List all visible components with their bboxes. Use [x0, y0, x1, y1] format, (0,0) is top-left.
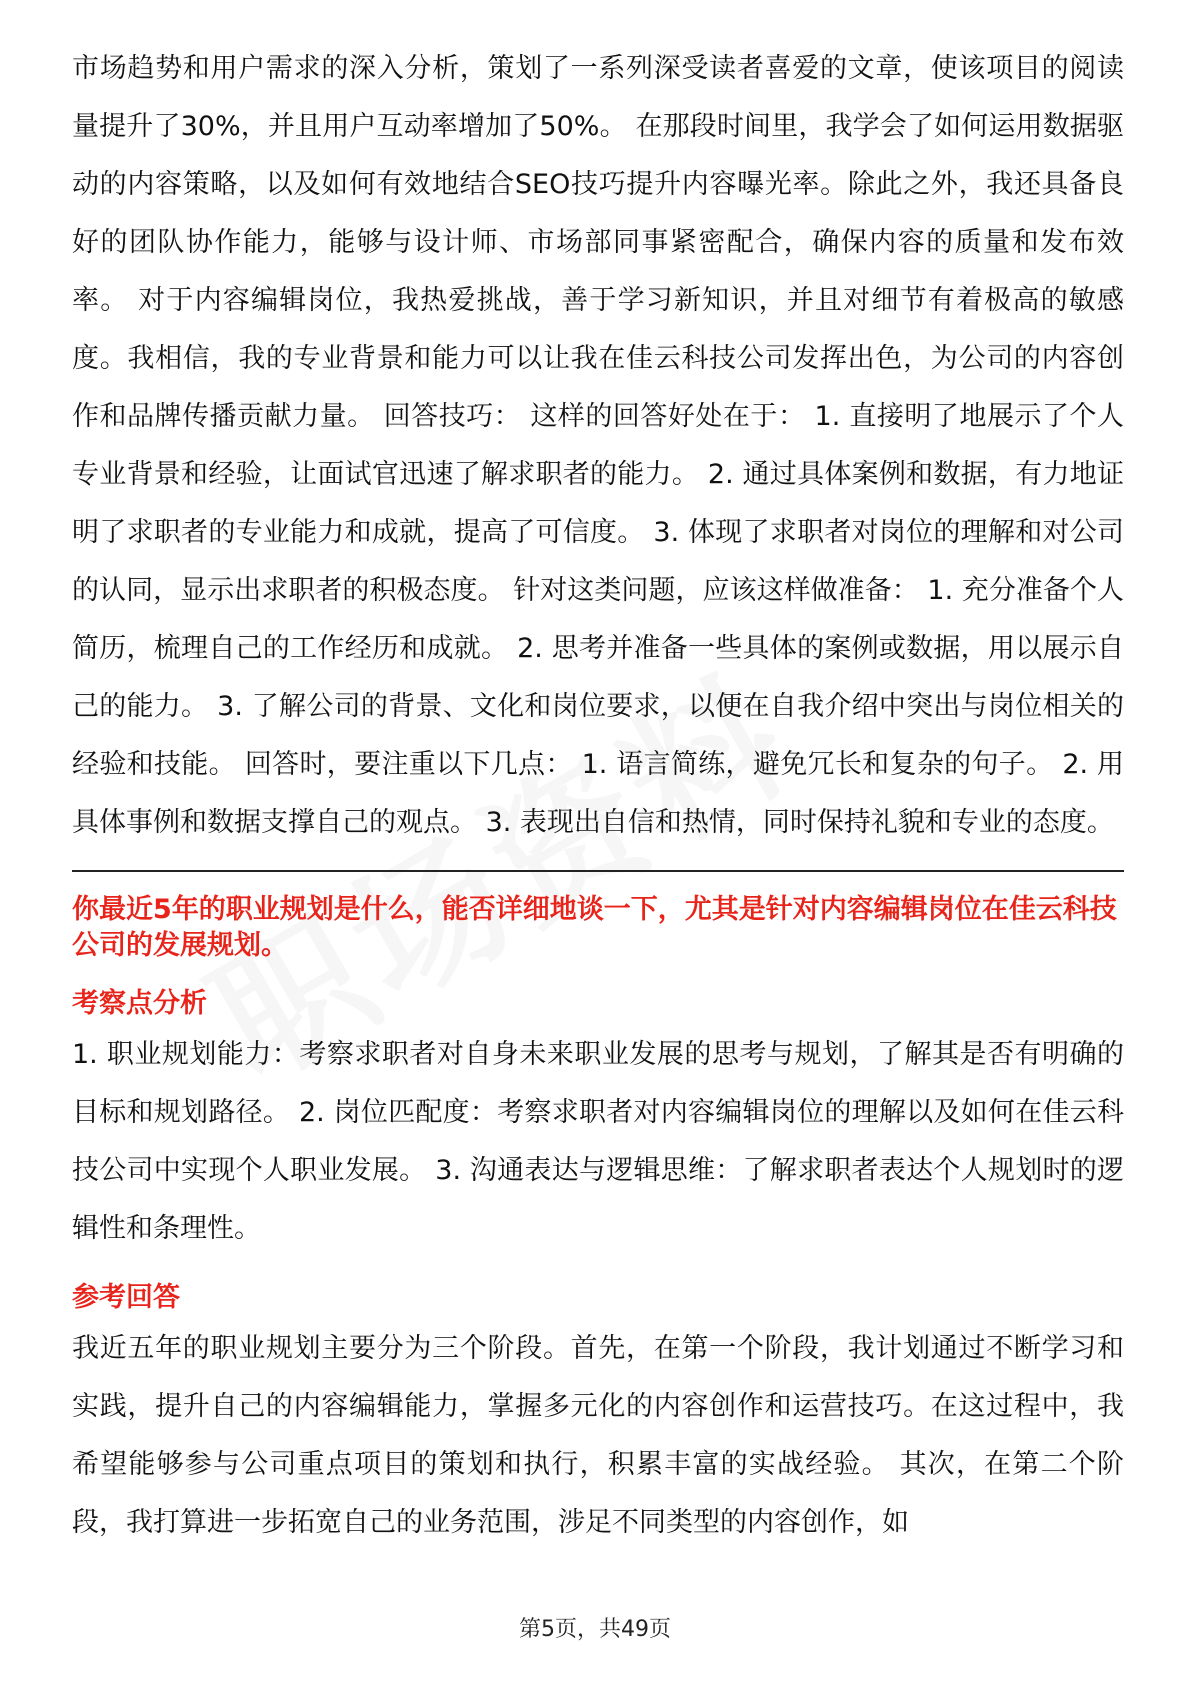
- intro-paragraph: 市场趋势和用户需求的深入分析，策划了一系列深受读者喜爱的文章，使该项目的阅读量提升了30%，并且用户互动率增加了50%。 在那段时间里，我学会了如何运用数据驱动的内容策略，以及如何有效地结合SEO技巧提升内容曝光率。除此之外，我还具备良好的团队协作能力，能够与设计师、市场部同事紧密配合，确保内容的质量和发布效率。 对于内容编辑岗位，我热爱挑战，善于学习新知识，并且对细节有着极高的敏感度。我相信，我的专业背景和能力可以让我在佳云科技公司发挥出色，为公司的内容创作和品牌传播贡献力量。 回答技巧： 这样的回答好处在于： 1. 直接明了地展示了个人专业背景和经验，让面试官迅速了解求职者的能力。 2. 通过具体案例和数据，有力地证明了求职者的专业能力和成就，提高了可信度。 3. 体现了求职者对岗位的理解和对公司的认同，显示出求职者的积极态度。 针对这类问题，应该这样做准备： 1. 充分准备个人简历，梳理自己的工作经历和成就。 2. 思考并准备一些具体的案例或数据，用以展示自己的能力。 3. 了解公司的背景、文化和岗位要求，以便在自我介绍中突出与岗位相关的经验和技能。 回答时，要注重以下几点： 1. 语言简练，避免冗长和复杂的句子。 2. 用具体事例和数据支撑自己的观点。 3. 表现出自信和热情，同时保持礼貌和专业的态度。: [72, 53, 1124, 838]
- page-indicator: 第5页，共49页: [519, 1617, 671, 1642]
- document-page: [72, 40, 1124, 1552]
- interview-question: 你最近5年的职业规划是什么，能否详细地谈一下，尤其是针对内容编辑岗位在佳云科技公司的发展规划。: [72, 894, 1117, 961]
- analysis-paragraph: 1. 职业规划能力：考察求职者对自身未来职业发展的思考与规划，了解其是否有明确的目标和规划路径。 2. 岗位匹配度：考察求职者对内容编辑岗位的理解以及如何在佳云科技公司中实现个人职业发展。 3. 沟通表达与逻辑思维：了解求职者表达个人规划时的逻辑性和条理性。: [72, 1039, 1124, 1244]
- reference-heading: 参考回答: [72, 1282, 180, 1313]
- section-divider: [72, 870, 1124, 872]
- reference-paragraph: 我近五年的职业规划主要分为三个阶段。首先，在第一个阶段，我计划通过不断学习和实践，提升自己的内容编辑能力，掌握多元化的内容创作和运营技巧。在这过程中，我希望能够参与公司重点项目的策划和执行，积累丰富的实战经验。 其次，在第二个阶段，我打算进一步拓宽自己的业务范围，涉足不同类型的内容创作，如: [72, 1333, 1124, 1538]
- analysis-heading: 考察点分析: [72, 988, 207, 1019]
